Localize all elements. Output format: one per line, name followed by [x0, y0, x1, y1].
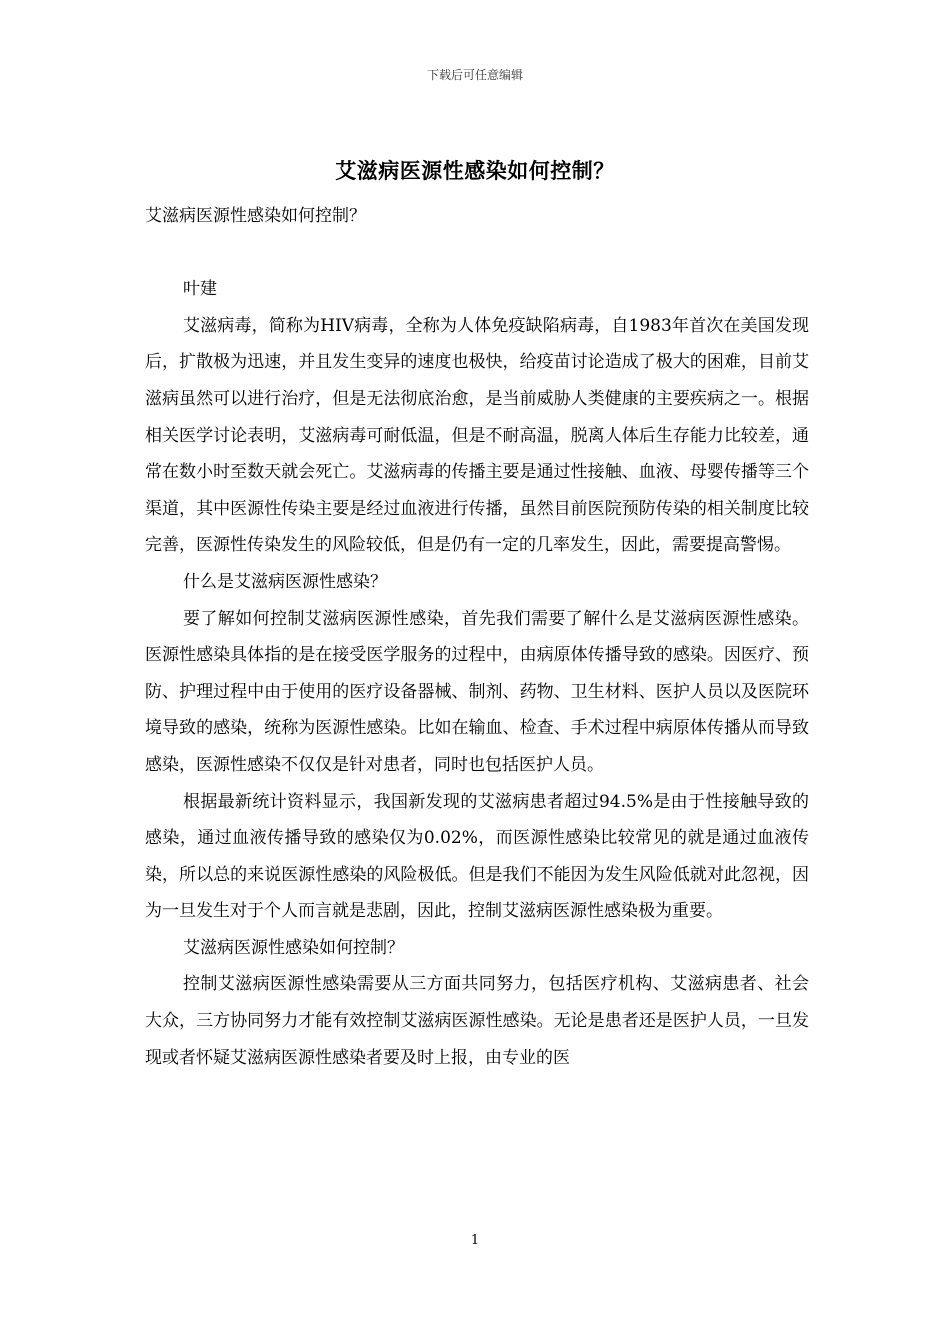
document-title: 艾滋病医源性感染如何控制？: [335, 158, 615, 183]
section-heading-what-is: 什么是艾滋病医源性感染？: [183, 571, 387, 592]
subtitle-line: 艾滋病医源性感染如何控制？: [145, 206, 366, 226]
page-header-note: 下载后可任意编辑: [426, 68, 523, 82]
paragraph-intro: 艾滋病毒，简称为HIV病毒，全称为人体免疫缺陷病毒，自1983年首次在美国发现后，扩散极为迅速，并且发生变异的速度也极快，给疫苗讨论造成了极大的困难，目前艾滋病虽然可以进行治疗，但是无法彻底治愈，是当前威胁人类健康的主要疾病之一。根据相关医学讨论表明，艾滋病毒可耐低温，但是不耐高温，脱离人体后生存能力比较差，通常在数小时至数天就会死亡。艾滋病毒的传播主要是通过性接触、血液、母婴传播等三个渠道，其中医源性传染主要是经过血液进行传播，虽然目前医院预防传染的相关制度比较完善，医源性传染发生的风险较低，但是仍有一定的几率发生，因此，需要提高警惕。: [145, 315, 809, 556]
paragraph-control: 控制艾滋病医源性感染需要从三方面共同努力，包括医疗机构、艾滋病患者、社会大众，三方协同努力才能有效控制艾滋病医源性感染。无论是患者还是医护人员，一旦发现或者怀疑艾滋病医源性感染者要及时上报，由专业的医: [145, 974, 809, 1068]
page-number: 1: [470, 1233, 480, 1248]
paragraph-definition: 要了解如何控制艾滋病医源性感染，首先我们需要了解什么是艾滋病医源性感染。医源性感染具体指的是在接受医学服务的过程中，由病原体传播导致的感染。因医疗、预防、护理过程中由于使用的医疗设备器械、制剂、药物、卫生材料、医护人员以及医院环境导致的感染，统称为医源性感染。比如在输血、检查、手术过程中病原体传播从而导致感染，医源性感染不仅仅是针对患者，同时也包括医护人员。: [145, 608, 809, 775]
paragraph-statistics: 根据最新统计资料显示，我国新发现的艾滋病患者超过94.5%是由于性接触导致的感染，通过血液传播导致的感染仅为0.02%，而医源性感染比较常见的就是通过血液传染，所以总的来说医源性感染的风险极低。但是我们不能因为发生风险低就对此忽视，因为一旦发生对于个人而言就是悲剧，因此，控制艾滋病医源性感染极为重要。: [145, 791, 809, 922]
author-line: 叶建: [183, 279, 217, 300]
document-body: [145, 198, 809, 1076]
blank-line: [145, 235, 809, 272]
section-heading-how-to-control: 艾滋病医源性感染如何控制？: [183, 937, 404, 958]
